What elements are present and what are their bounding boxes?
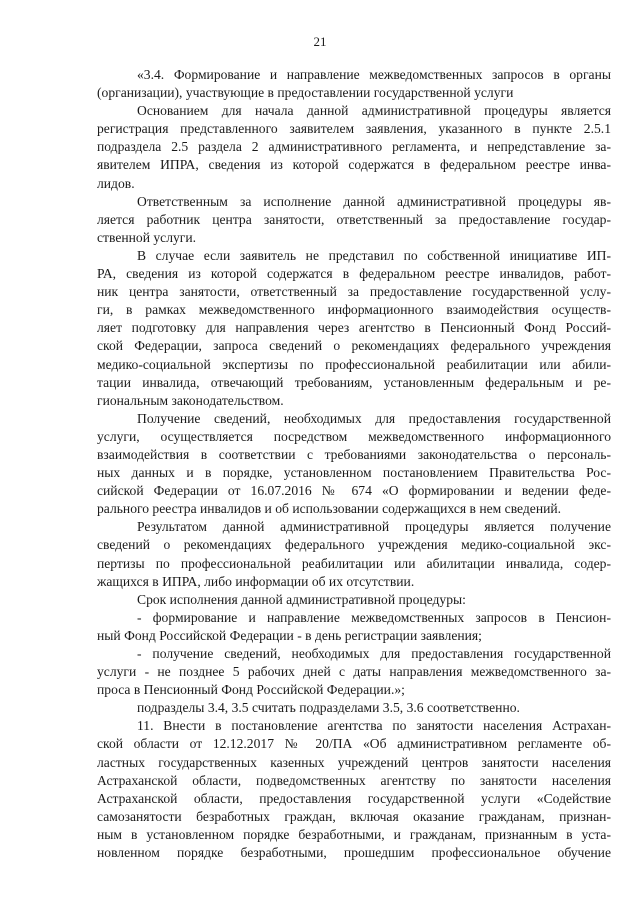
ipra-paragraph bbox=[97, 247, 611, 410]
page-number: 21 bbox=[313, 34, 327, 49]
text-line: ской области от 12.12.2017 № 20/ПА «Об административном регламенте об- bbox=[97, 736, 611, 752]
renumber-paragraph bbox=[97, 699, 611, 717]
text-line: явителем ИПРА, сведения из которой содержатся в федеральном реестре инва- bbox=[97, 157, 611, 173]
text-line: Результатом данной административной процедуры является получение bbox=[137, 519, 611, 535]
text-line: «3.4. Формирование и направление межведомственных запросов в органы bbox=[137, 67, 611, 82]
text-line: Основанием для начала данной административной процедуры является bbox=[137, 103, 611, 119]
text-line: сийской Федерации от 16.07.2016 № 674 «О формировании и ведении феде- bbox=[97, 483, 611, 499]
section-3-4-title bbox=[97, 66, 611, 102]
item-11-paragraph bbox=[97, 717, 611, 862]
text-line: тации инвалида, отвечающий требованиям, установленным федеральным и ре- bbox=[97, 374, 611, 390]
text-line: услуги - не позднее 5 рабочих дней с даты направления межведомственного за- bbox=[97, 664, 611, 680]
text-line: жащихся в ИПРА, либо информации об их отсутствии. bbox=[97, 573, 415, 589]
text-line: подразделы 3.4, 3.5 считать подразделами 3.5, 3.6 соответственно. bbox=[137, 700, 520, 716]
text-line: регистрация представленного заявителем заявления, указанного в пункте 2.5.1 bbox=[97, 121, 611, 137]
text-line: РА, сведения из которой содержатся в федеральном реестре инвалидов, работ- bbox=[97, 266, 611, 282]
text-line: - формирование и направление межведомственных запросов в Пенсион- bbox=[137, 609, 611, 625]
text-line: Астраханской области, предоставления государственной услуги «Содействие bbox=[97, 790, 611, 806]
document-body bbox=[97, 66, 611, 862]
text-line: (организации), участвующие в предоставлении государственной услуги bbox=[97, 85, 514, 101]
text-line: пертизы по профессиональной реабилитации или абилитации инвалида, содер- bbox=[97, 555, 611, 571]
text-line: Срок исполнения данной административной процедуры: bbox=[137, 591, 466, 607]
text-line: гиональным законодательством. bbox=[97, 392, 284, 408]
text-line: ластных государственных казенных учреждений центров занятости населения bbox=[97, 754, 611, 770]
text-line: новленном порядке безработными, прошедшим профессиональное обучение bbox=[97, 845, 611, 861]
responsible-paragraph bbox=[97, 193, 611, 247]
basis-paragraph bbox=[97, 102, 611, 192]
text-line: рального реестра инвалидов и об использовании содержащихся в нем сведений. bbox=[97, 501, 562, 517]
text-line: ляется работник центра занятости, ответственный за предоставление государ- bbox=[97, 211, 611, 227]
deadline-item-2 bbox=[97, 645, 611, 699]
text-line: ской Федерации, запроса сведений о рекомендациях федерального учреждения bbox=[97, 338, 611, 354]
text-line: взаимодействия в соответствии с требованиями законодательства о персональ- bbox=[97, 446, 611, 462]
deadline-item-1 bbox=[97, 609, 611, 645]
text-line: самозанятости безработных граждан, включая оказание гражданам, признан- bbox=[97, 808, 611, 824]
text-line: ных данных и в порядке, установленном постановлением Правительства Рос- bbox=[97, 465, 611, 481]
result-paragraph bbox=[97, 518, 611, 590]
text-line: ственной услуги. bbox=[97, 229, 197, 245]
text-line: Ответственным за исполнение данной административной процедуры яв- bbox=[137, 193, 611, 209]
text-line: - получение сведений, необходимых для предоставления государственной bbox=[137, 646, 611, 661]
text-line: проса в Пенсионный Фонд Российской Федерации.»; bbox=[97, 682, 405, 698]
obtaining-paragraph bbox=[97, 410, 611, 519]
text-line: ный Фонд Российской Федерации - в день регистрации заявления; bbox=[97, 627, 482, 643]
text-line: услуги, осуществляется посредством межведомственного информационного bbox=[97, 428, 611, 444]
text-line: В случае если заявитель не представил по собственной инициативе ИП- bbox=[137, 247, 611, 263]
text-line: подраздела 2.5 раздела 2 административного регламента, и непредставление за- bbox=[97, 139, 611, 155]
text-line: лидов. bbox=[97, 175, 135, 191]
text-line: медико-социальной экспертизы по профессиональной реабилитации или абили- bbox=[97, 356, 611, 372]
text-line: ляет подготовку для направления через агентство в Пенсионный Фонд Россий- bbox=[97, 320, 611, 336]
text-line: сведений о рекомендациях федерального учреждения медико-социальной экс- bbox=[97, 537, 611, 553]
text-line: ным в установленном порядке безработными, и гражданам, признанным в уста- bbox=[97, 826, 611, 842]
text-line: 11. Внести в постановление агентства по занятости населения Астрахан- bbox=[137, 718, 611, 734]
text-line: ник центра занятости, ответственный за предоставление государственной услу- bbox=[97, 284, 611, 300]
text-line: Получение сведений, необходимых для предоставления государственной bbox=[137, 410, 611, 426]
text-line: ги, в рамках межведомственного информационного взаимодействия осуществ- bbox=[97, 302, 611, 318]
deadline-paragraph bbox=[97, 591, 611, 609]
text-line: Астраханской области, подведомственных агентству по занятости населения bbox=[97, 772, 611, 788]
